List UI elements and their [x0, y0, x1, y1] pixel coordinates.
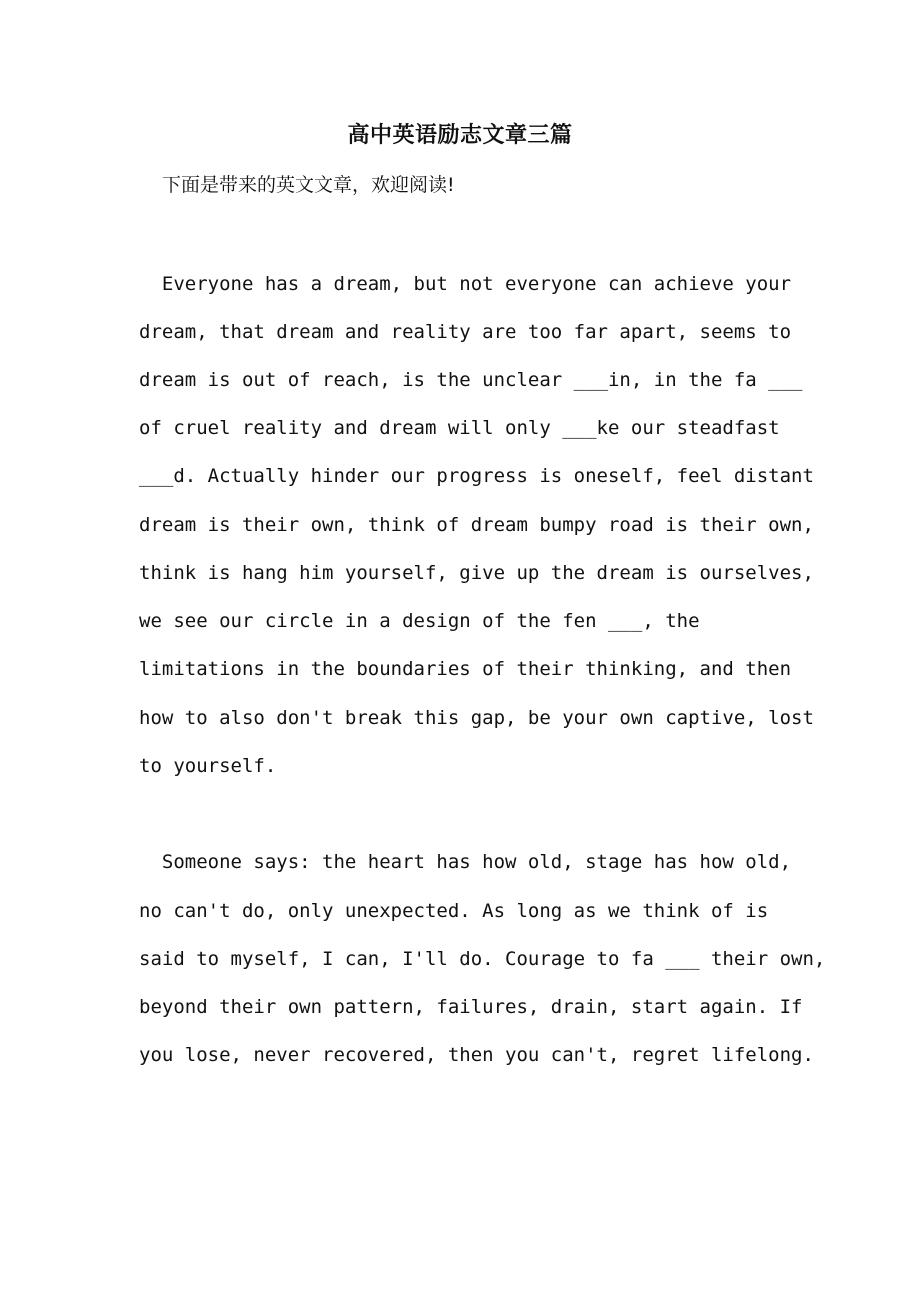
text-line: think is hang him yourself, give up the dream is ourselves,	[139, 562, 814, 584]
text-line: to yourself.	[139, 755, 277, 777]
text-line: limitations in the boundaries of their thinking, and then	[139, 658, 792, 680]
text-line: dream, that dream and reality are too far apart, seems to	[139, 321, 792, 343]
text-line: no can't do, only unexpected. As long as we think of is	[139, 900, 769, 922]
text-line: beyond their own pattern, failures, drain, start again. If	[139, 996, 803, 1018]
text-line: we see our circle in a design of the fen ___, the	[139, 610, 700, 632]
text-line: dream is out of reach, is the unclear ___in, in the fa ___	[139, 369, 803, 391]
text-line: Someone says: the heart has how old, stage has how old,	[139, 851, 792, 873]
text-line: how to also don't break this gap, be your own captive, lost	[139, 707, 814, 729]
text-line: ___d. Actually hinder our progress is oneself, feel distant	[139, 465, 814, 487]
document-title: 高中英语励志文章三篇	[347, 122, 573, 148]
text-line: said to myself, I can, I'll do. Courage to fa ___ their own,	[139, 948, 826, 970]
intro-text: 下面是带来的英文文章，欢迎阅读!	[162, 174, 455, 196]
text-line: Everyone has a dream, but not everyone can achieve your	[139, 273, 792, 295]
text-line: you lose, never recovered, then you can't, regret lifelong.	[139, 1044, 814, 1066]
text-line: dream is their own, think of dream bumpy road is their own,	[139, 514, 814, 536]
text-line: of cruel reality and dream will only ___ke our steadfast	[139, 417, 780, 439]
